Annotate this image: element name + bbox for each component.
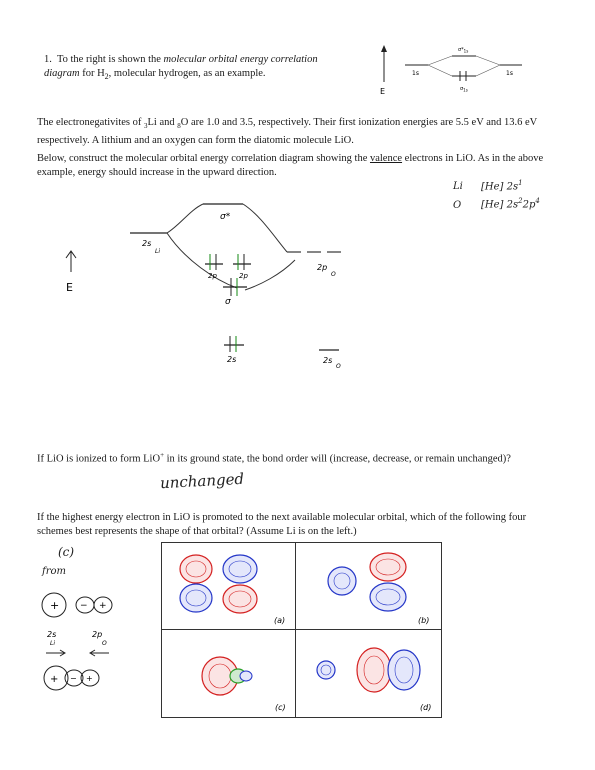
answer3-sketch [36,583,131,698]
lio-energy-label: E [66,281,73,294]
lio-correlation-diagram [55,190,375,370]
sigma-star-label: σ* [220,212,231,222]
panel-b-label: (b) [418,616,430,625]
svg-text:+: + [50,599,60,612]
orbital-panel-d[interactable] [295,629,442,718]
h2-antibonding-label: $\sigma*_{1s}$ [458,47,469,54]
question1-number: 1. [44,54,52,65]
sigma-bonding-label: σ [225,297,231,307]
o-2s-label: 2s [323,356,333,365]
question2-text: If LiO is ionized to form LiO+ in its ground state, the bond order will (increase, decrease, or remain unchanged)? [37,451,511,465]
svg-text:−: − [70,674,77,683]
orbital-panel-b[interactable] [295,542,442,631]
question2-answer: unchanged [159,469,245,493]
svg-text:+: + [50,674,59,685]
answer3-o-2p: 2p [92,630,103,639]
h2-left-label: 1s [412,70,419,77]
orbital-panel-a[interactable] [161,542,297,631]
panel-a-label: (a) [274,616,286,625]
h2-energy-arrowhead [381,45,387,52]
svg-text:+: + [99,601,107,611]
li-2s-label: 2s [142,239,152,248]
mo-2p-label-b: 2p [239,272,248,280]
answer3-o-sub: O [102,640,107,647]
o-2s-sub: O [336,363,341,370]
question1-text: 1. To the right is shown the molecular orbital energy correlation diagram for $H_2$, molecular hydrogen, as an example. [44,54,318,81]
answer3-li-sub: Li [50,640,56,647]
h2-right-label: 1s [506,70,513,77]
mo-2p-label-a: 2p [208,272,217,280]
orbital-panel-c[interactable] [161,629,297,718]
answer3-from: from [42,566,66,577]
o-config: O [He] $2s^22p^4$ [453,197,540,211]
li-2s-sub: Li [155,248,161,255]
svg-text:+: + [86,674,93,683]
answer3-li-2s: 2s [47,630,57,639]
config-notes [453,176,540,213]
mo-2s-label: 2s [227,355,237,364]
paragraph-electronegativity: The electronegativites of $_3$Li and $_8$O are 1.0 and 3.5, respectively. Their first ionization energies are 5.5 eV and 13.6 eV respectively. A lithium and an oxygen can form the diatomic molecule LiO. [37,117,538,146]
h2-correlation-diagram [370,40,540,100]
question3-text: If the highest energy electron in LiO is promoted to the next available molecular orbital, which of the following four schemes best represents the shape of that orbital? (Assume Li is on the left.) [37,512,527,537]
o-2p-sub: O [331,271,336,278]
panel-d-label: (d) [420,703,432,712]
answer3-choice: (c) [58,545,75,559]
svg-text:−: − [80,601,88,611]
o-2p-label: 2p [317,263,328,272]
h2-energy-label: E [380,87,386,96]
paragraph-instructions: Below, construct the molecular orbital energy correlation diagram showing the valence electrons in LiO. As in the above example, energy should increase in the upward direction. [37,153,544,178]
li-config: Li [He] $2s^1$ [453,179,523,193]
panel-c-label: (c) [275,703,286,712]
h2-bonding-label: $\sigma_{1s}$ [460,86,468,93]
